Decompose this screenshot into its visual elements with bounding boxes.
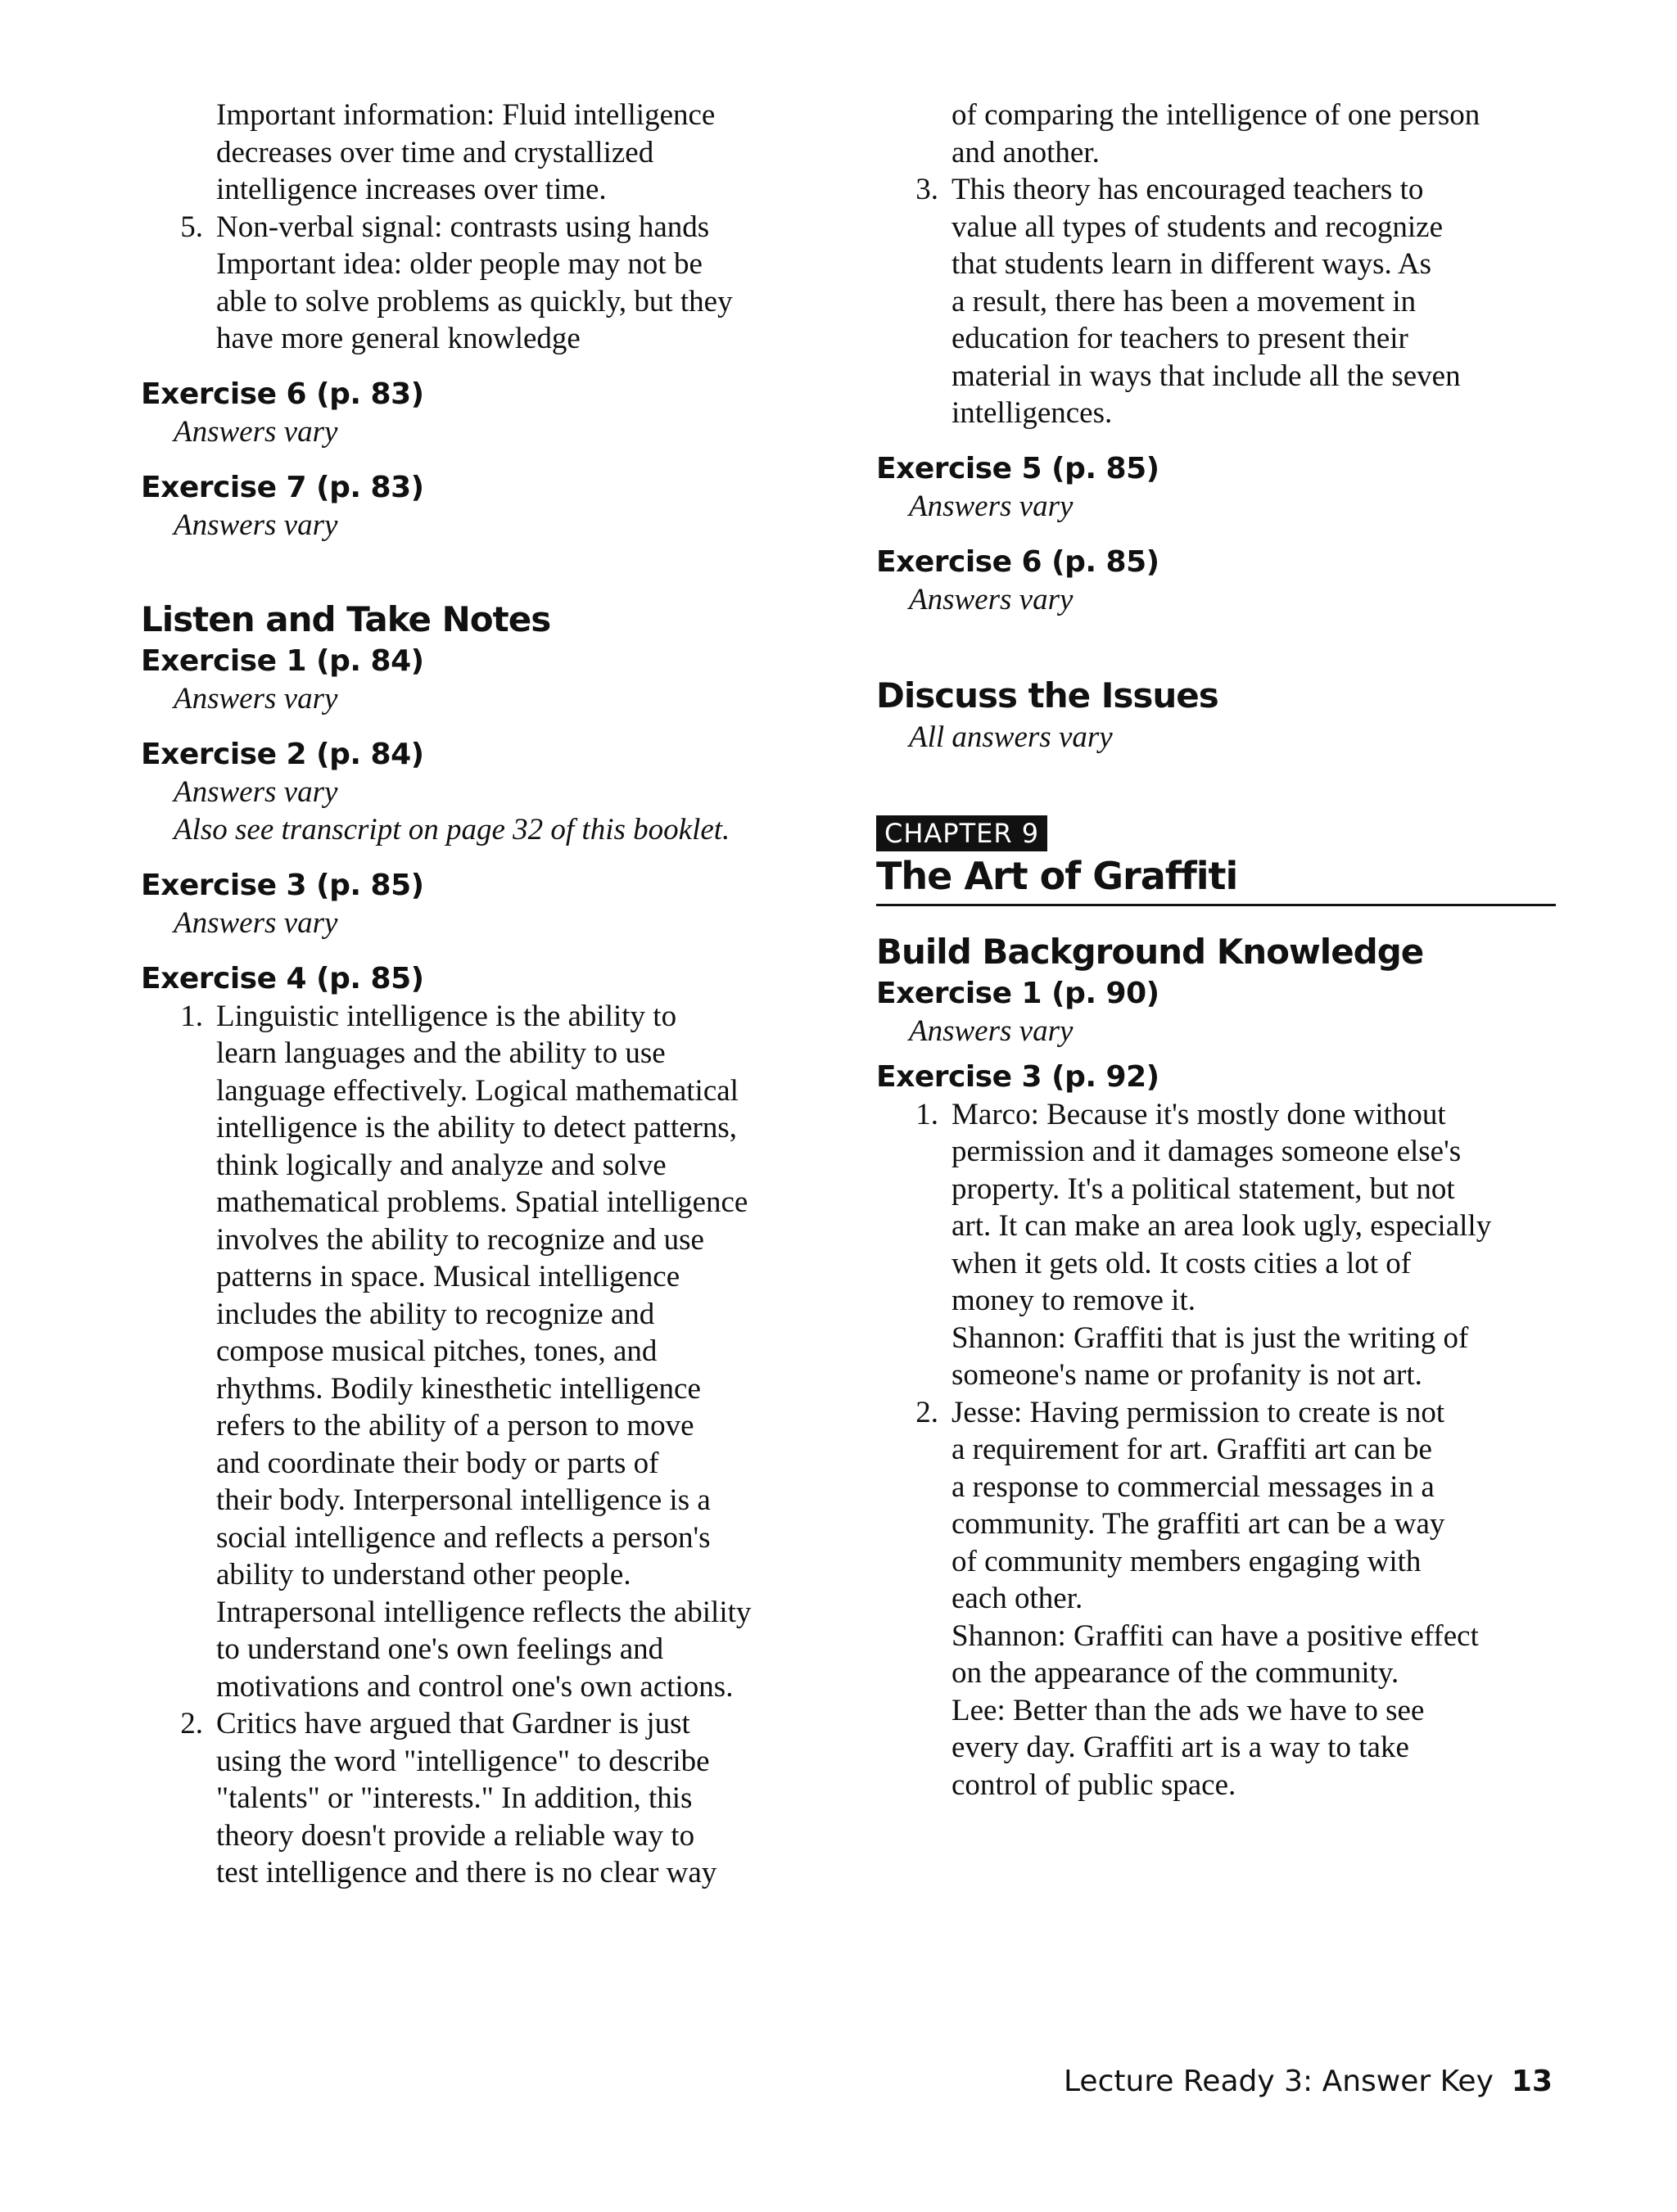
item-line: Intrapersonal intelligence reflects the ability [216, 1595, 752, 1629]
item-line: ability to understand other people. [216, 1558, 631, 1591]
item-line: compose musical pitches, tones, and [216, 1334, 658, 1368]
list-item-5 [141, 209, 861, 358]
intro-line: Important information: Fluid intelligence [216, 98, 716, 132]
item-line: refers to the ability of a person to move [216, 1409, 694, 1442]
item-line: theory doesn't provide a reliable way to [216, 1818, 695, 1853]
item-line: Shannon: Graffiti that is just the writing of [952, 1320, 1469, 1355]
list-item-1 [876, 1096, 1556, 1394]
left-column [141, 97, 861, 1892]
list-number: 3. [915, 173, 938, 206]
item-line: Marco: Because it's mostly done without [952, 1097, 1446, 1131]
item-line: education for teachers to present their [952, 322, 1408, 355]
continued-line: of comparing the intelligence of one person [952, 98, 1480, 132]
item-line: to understand one's own feelings and [216, 1632, 664, 1666]
exercise-heading: Exercise 1 (p. 90) [876, 976, 1159, 1010]
continued-paragraph [952, 97, 1556, 171]
exercise-answer: Answers vary [174, 681, 338, 716]
intro-paragraph [216, 97, 861, 209]
exercise-answer: Answers vary [909, 582, 1074, 616]
section-answer: All answers vary [909, 720, 1113, 754]
exercise-answer: Answers vary [174, 905, 338, 940]
section-heading-discuss: Discuss the Issues [876, 675, 1218, 716]
intro-line: intelligence increases over time. [216, 173, 607, 206]
exercise-heading: Exercise 5 (p. 85) [876, 451, 1159, 485]
chapter-title: The Art of Graffiti [876, 851, 1556, 906]
item-line: learn languages and the ability to use [216, 1036, 666, 1070]
item-line: Critics have argued that Gardner is just [216, 1707, 690, 1740]
page-footer [1064, 2063, 1553, 2101]
numbered-list [876, 171, 1556, 432]
item-line: using the word "intelligence" to describe [216, 1744, 710, 1778]
item-line: a response to commercial messages in a [952, 1469, 1435, 1504]
item-line: patterns in space. Musical intelligence [216, 1260, 680, 1293]
item-line: Jesse: Having permission to create is not [952, 1395, 1445, 1429]
continued-line: and another. [952, 135, 1100, 169]
chapter-badge: CHAPTER 9 [876, 815, 1047, 851]
item-line: involves the ability to recognize and use [216, 1222, 704, 1257]
list-item-2 [876, 1394, 1556, 1804]
exercise-answer: Answers vary [174, 414, 338, 449]
item-line: money to remove it. [952, 1284, 1196, 1317]
list-number: 2. [180, 1707, 203, 1740]
item-line: permission and it damages someone else's [952, 1135, 1462, 1168]
item-line: have more general knowledge [216, 322, 581, 355]
item-line: includes the ability to recognize and [216, 1297, 655, 1331]
item-line: language effectively. Logical mathematical [216, 1073, 739, 1108]
item-line: on the appearance of the community. [952, 1656, 1399, 1690]
item-line: each other. [952, 1582, 1083, 1615]
item-line: motivations and control one's own actions. [216, 1669, 734, 1704]
exercise-answer: Answers vary [174, 774, 338, 809]
item-line: Important idea: older people may not be [216, 247, 703, 281]
numbered-list [141, 998, 861, 1892]
exercise-heading: Exercise 3 (p. 85) [141, 868, 424, 902]
exercise-heading: Exercise 3 (p. 92) [876, 1059, 1159, 1094]
exercise-answer: Answers vary [909, 489, 1074, 523]
item-line: community. The graffiti art can be a way [952, 1507, 1445, 1541]
footer-book-title: Lecture Ready 3: Answer Key [1064, 2065, 1494, 2098]
exercise-heading: Exercise 6 (p. 85) [876, 544, 1159, 579]
item-line: "talents" or "interests." In addition, this [216, 1781, 693, 1815]
item-line: property. It's a political statement, but not [952, 1171, 1455, 1206]
item-line: Non-verbal signal: contrasts using hands [216, 210, 710, 244]
item-line: mathematical problems. Spatial intelligence [216, 1185, 748, 1219]
list-number: 1. [180, 999, 203, 1033]
list-item-2 [141, 1705, 861, 1892]
item-line: rhythms. Bodily kinesthetic intelligence [216, 1371, 701, 1406]
item-line: when it gets old. It costs cities a lot of [952, 1246, 1412, 1280]
list-number: 5. [180, 210, 203, 244]
exercise-heading: Exercise 2 (p. 84) [141, 737, 424, 771]
exercise-answer: Answers vary [909, 1013, 1074, 1048]
section-heading-build: Build Background Knowledge [876, 931, 1424, 972]
item-line: and coordinate their body or parts of [216, 1446, 659, 1480]
item-line: art. It can make an area look ugly, especially [952, 1209, 1492, 1243]
numbered-list [876, 1096, 1556, 1804]
list-number: 1. [915, 1097, 938, 1131]
item-line: intelligences. [952, 396, 1113, 430]
item-line: value all types of students and recognize [952, 210, 1444, 244]
intro-line: decreases over time and crystallized [216, 135, 654, 169]
item-line: a result, there has been a movement in [952, 284, 1417, 318]
item-line: Lee: Better than the ads we have to see [952, 1693, 1425, 1727]
item-line: This theory has encouraged teachers to [952, 173, 1424, 206]
item-line: that students learn in different ways. As [952, 247, 1432, 281]
exercise-note: Also see transcript on page 32 of this booklet. [174, 812, 730, 846]
item-line: think logically and analyze and solve [216, 1148, 667, 1182]
item-line: material in ways that include all the seven [952, 359, 1461, 393]
item-line: Shannon: Graffiti can have a positive effect [952, 1618, 1479, 1653]
list-number: 2. [915, 1395, 938, 1429]
exercise-answer: Answers vary [174, 508, 338, 542]
item-line: test intelligence and there is no clear way [216, 1856, 717, 1889]
list-item-1 [141, 998, 861, 1706]
page-number: 13 [1511, 2065, 1553, 2098]
item-line: someone's name or profanity is not art. [952, 1358, 1422, 1392]
item-line: intelligence is the ability to detect patterns, [216, 1111, 737, 1144]
item-line: of community members engaging with [952, 1544, 1422, 1578]
item-line: able to solve problems as quickly, but they [216, 284, 733, 318]
exercise-heading: Exercise 1 (p. 84) [141, 643, 424, 678]
list-item-3 [876, 171, 1556, 432]
section-heading-listen: Listen and Take Notes [141, 598, 551, 639]
exercise-heading: Exercise 4 (p. 85) [141, 961, 424, 995]
right-column [876, 97, 1556, 1803]
item-line: control of public space. [952, 1767, 1236, 1802]
item-line: social intelligence and reflects a person's [216, 1520, 711, 1555]
item-line: their body. Interpersonal intelligence is a [216, 1483, 711, 1517]
numbered-list [141, 209, 861, 358]
item-line: Linguistic intelligence is the ability to [216, 999, 677, 1033]
item-line: every day. Graffiti art is a way to take [952, 1731, 1409, 1764]
exercise-heading: Exercise 6 (p. 83) [141, 377, 424, 411]
item-line: a requirement for art. Graffiti art can be [952, 1433, 1432, 1466]
exercise-heading: Exercise 7 (p. 83) [141, 470, 424, 504]
